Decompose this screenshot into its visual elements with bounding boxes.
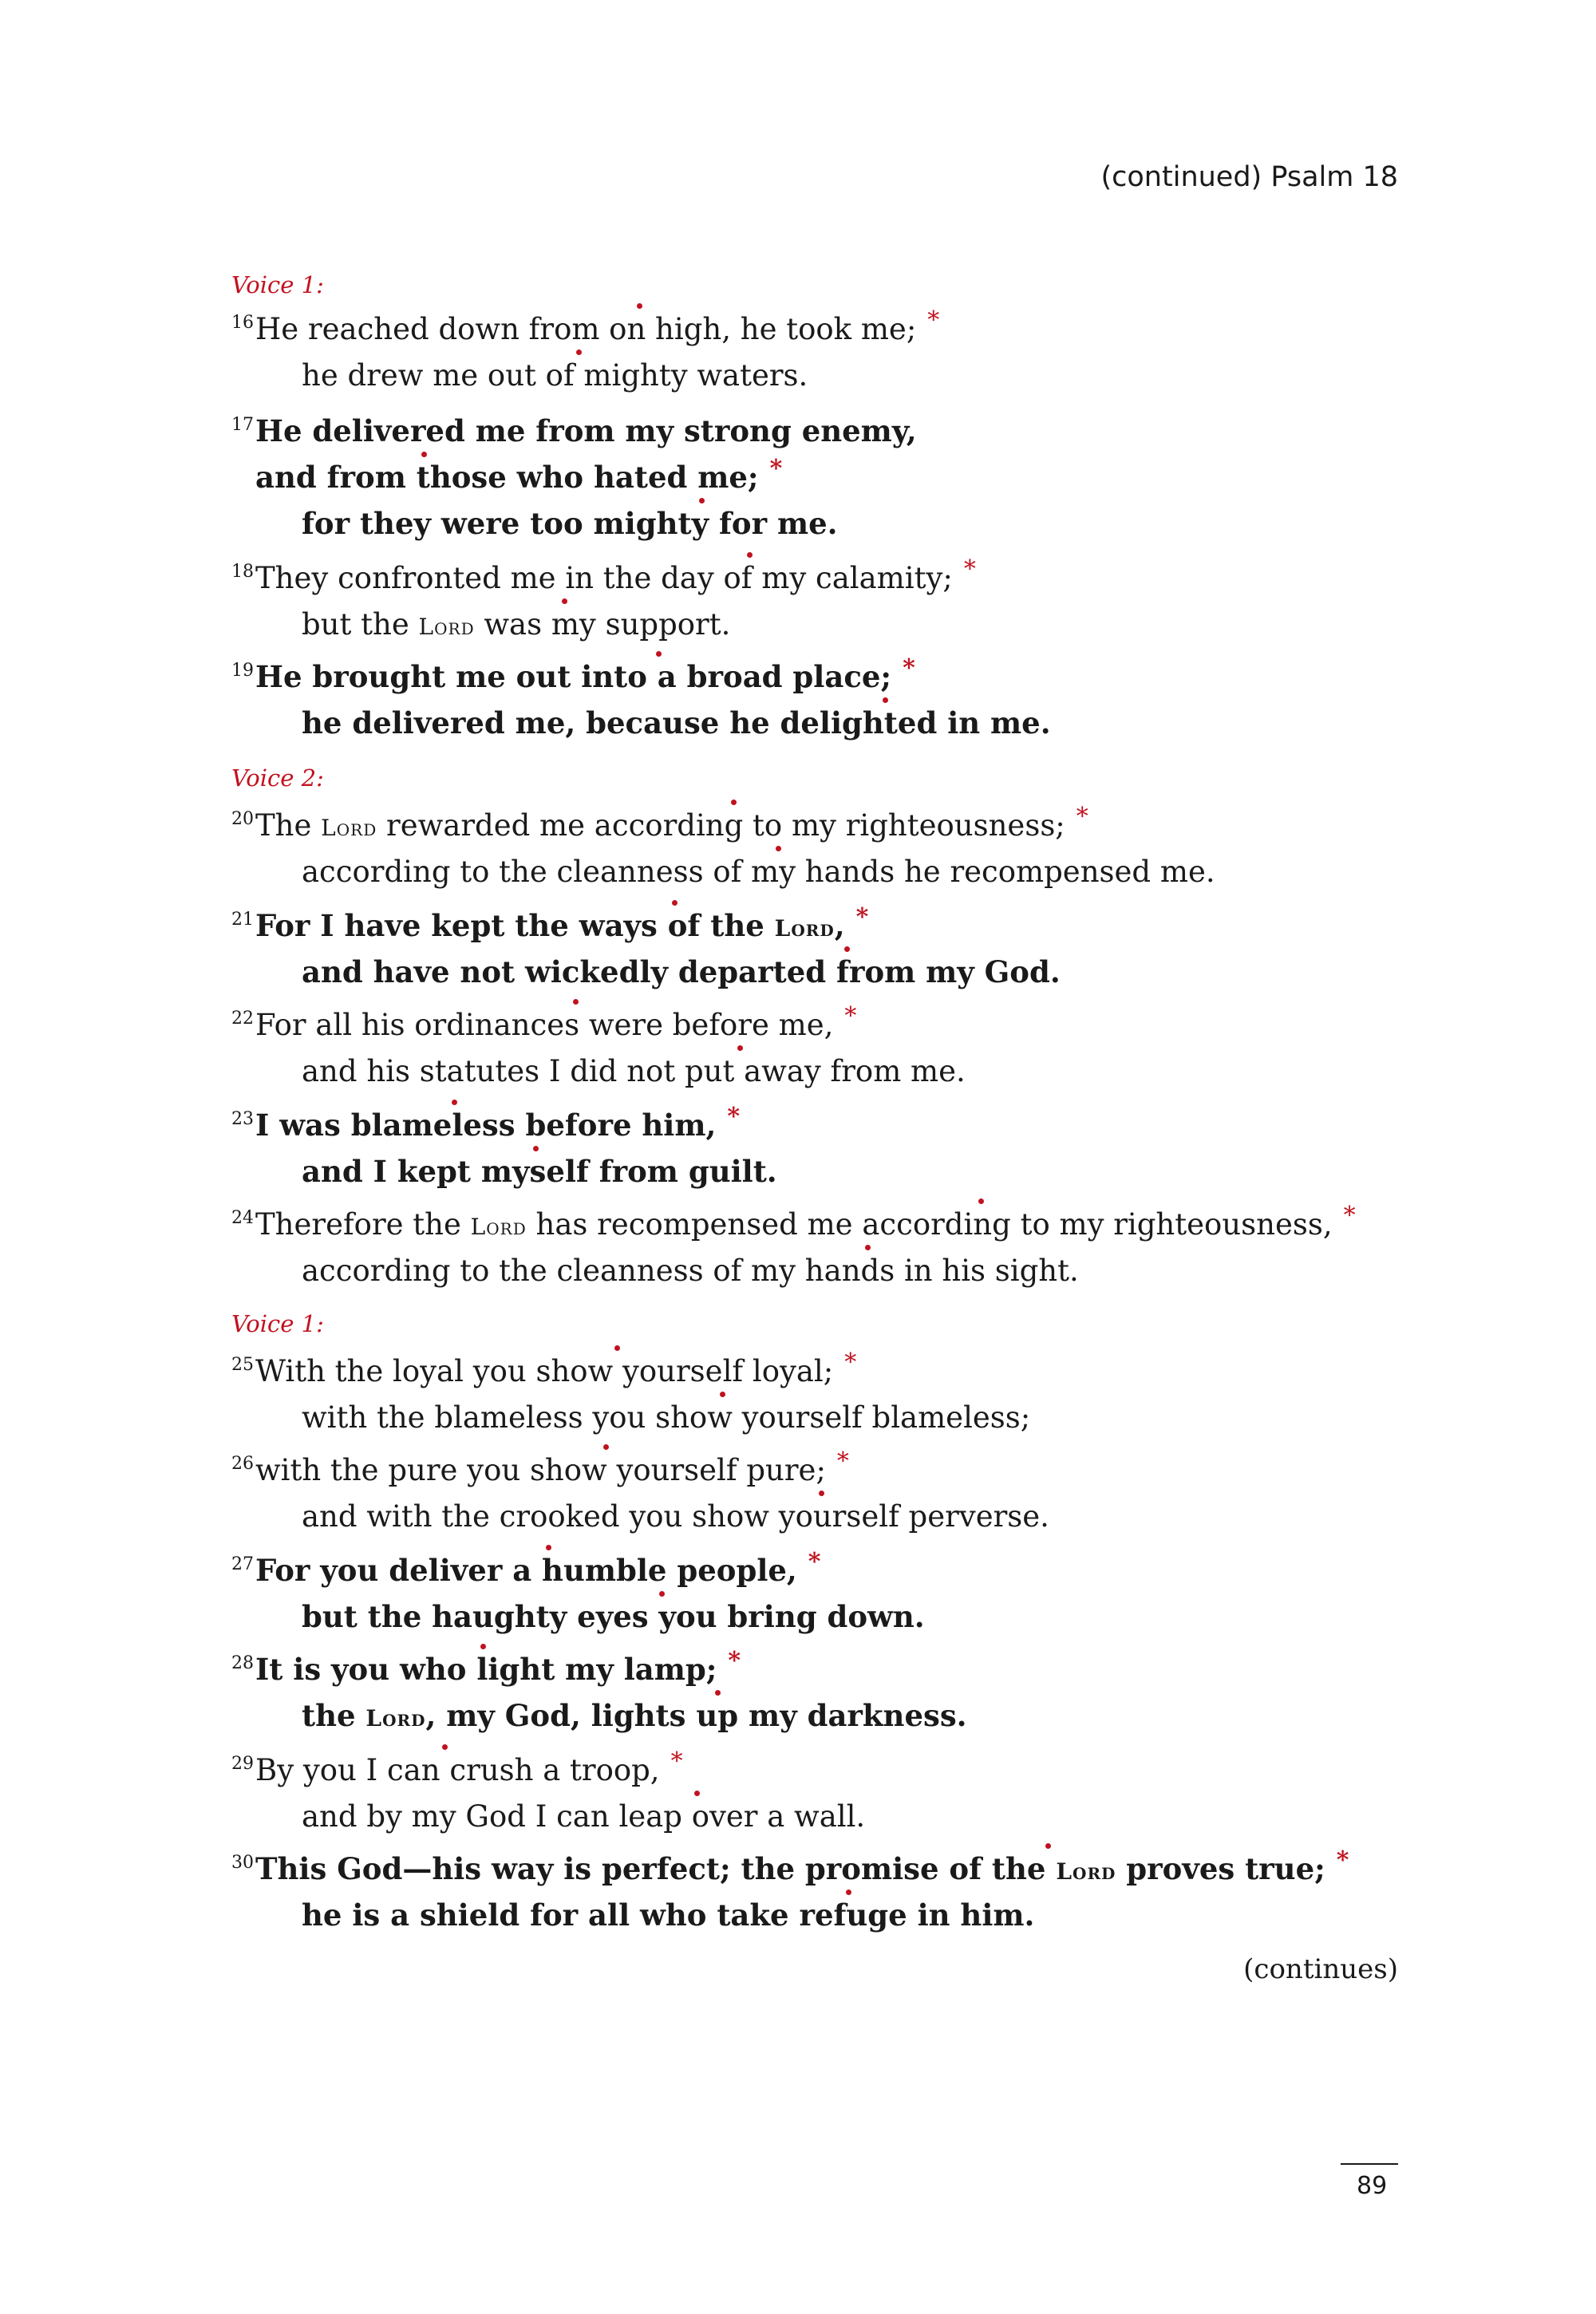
asterisk-mark: * [808, 1548, 821, 1576]
pointing-dot [452, 1100, 457, 1105]
pointing-dot [421, 452, 427, 457]
verse-text: The [255, 808, 322, 843]
verse-text: I was blameless before him, [255, 1108, 717, 1143]
divine-name: Lord [418, 614, 475, 640]
pointing-dot [883, 697, 888, 703]
verse-text: With the loyal you show yourself loyal; [255, 1354, 834, 1388]
pointing-dot [846, 1890, 851, 1895]
verse-text: By you I can crush a troop, [255, 1753, 660, 1787]
verse-text: and from those who hated me; [255, 460, 759, 495]
verse-line: he delivered me, because he delighted in me. [302, 705, 1051, 740]
verse-number: 28 [231, 1653, 254, 1673]
divine-name: Lord [365, 1705, 426, 1732]
pointing-dot [737, 1045, 743, 1051]
verse-line: He delivered me from my strong enemy, [255, 413, 917, 448]
verse-line: and have not wickedly departed from my God. [302, 954, 1061, 989]
verse-line [255, 306, 940, 346]
pointing-dot [562, 598, 567, 604]
verse-text: was my support. [474, 607, 731, 642]
asterisk-mark: * [963, 555, 976, 583]
pointing-dot [844, 946, 850, 952]
voice-label: Voice 1: [231, 271, 324, 298]
asterisk-mark: * [836, 1447, 849, 1475]
verse-line [255, 1447, 849, 1487]
continues-note: (continues) [1243, 1953, 1398, 1985]
footer-rule [1341, 2163, 1398, 2165]
verse-text: He brought me out into a broad place; [255, 659, 892, 694]
verse-text: They confronted me in the day of my calamity; [255, 561, 953, 595]
pointing-dot [694, 1791, 700, 1796]
verse-line: but the haughty eyes you bring down. [302, 1599, 925, 1634]
verse-line [255, 1747, 683, 1787]
pointing-dot [865, 1245, 871, 1250]
asterisk-mark: * [1336, 1846, 1349, 1874]
asterisk-mark: * [1343, 1202, 1356, 1230]
verse-line [255, 455, 783, 495]
verse-text: but the [302, 607, 419, 642]
pointing-dot [442, 1744, 448, 1750]
voice-label: Voice 2: [231, 764, 324, 792]
verse-line [302, 607, 731, 642]
asterisk-mark: * [727, 1103, 741, 1131]
divine-name: Lord [321, 815, 377, 841]
pointing-dot [659, 1591, 665, 1597]
divine-name: Lord [1056, 1858, 1116, 1885]
verse-text: For I have kept the ways of the [255, 908, 775, 943]
asterisk-mark: * [844, 1349, 857, 1376]
verse-text: For you deliver a humble people, [255, 1553, 797, 1588]
divine-name: Lord [470, 1214, 527, 1240]
pointing-dot [731, 800, 737, 805]
verse-number: 18 [231, 562, 254, 582]
pointing-dot [546, 1545, 551, 1550]
asterisk-mark: * [927, 306, 940, 334]
verse-line [255, 1349, 857, 1388]
pointing-dot [576, 349, 582, 355]
pointing-dot [747, 552, 753, 558]
verse-number: 24 [231, 1208, 254, 1228]
verse-line: for they were too mighty for me. [302, 506, 838, 541]
pointing-dot [573, 999, 579, 1005]
verse-line [255, 1103, 741, 1143]
pointing-dot [480, 1644, 486, 1649]
verse-number: 29 [231, 1754, 254, 1774]
asterisk-mark: * [855, 903, 869, 931]
verse-number: 30 [231, 1853, 254, 1873]
verse-text: He reached down from on high, he took me; [255, 312, 917, 346]
pointing-dot [603, 1444, 609, 1450]
verse-number: 27 [231, 1554, 254, 1574]
verse-line [255, 1647, 741, 1687]
pointing-dot [978, 1198, 984, 1204]
pointing-dot [776, 846, 781, 851]
verse-line [302, 1698, 967, 1733]
verse-number: 17 [231, 415, 254, 435]
asterisk-mark: * [903, 654, 915, 682]
verse-text: with the pure you show yourself pure; [255, 1453, 826, 1487]
verse-number: 20 [231, 809, 254, 829]
running-header: (continued) Psalm 18 [1100, 161, 1398, 193]
verse-line: and by my God I can leap over a wall. [302, 1799, 866, 1834]
verse-line [255, 1202, 1356, 1242]
verse-text: , my God, lights up my darkness. [425, 1698, 967, 1733]
verse-text: has recompensed me according to my righteousness, [526, 1207, 1333, 1242]
asterisk-mark: * [728, 1647, 741, 1675]
verse-text: This God—his way is perfect; the promise of the [255, 1851, 1057, 1886]
asterisk-mark: * [844, 1002, 857, 1030]
pointing-dot [720, 1392, 725, 1397]
verse-text: proves true; [1116, 1851, 1325, 1886]
verse-line: and with the crooked you show yourself perverse. [302, 1499, 1049, 1534]
asterisk-mark: * [1076, 803, 1088, 831]
verse-line: according to the cleanness of my hands he recompensed me. [302, 855, 1215, 889]
verse-number: 26 [231, 1454, 254, 1474]
pointing-dot [699, 498, 705, 503]
pointing-dot [656, 651, 662, 657]
verse-line [255, 1846, 1349, 1886]
verse-line: he is a shield for all who take refuge in him. [302, 1897, 1035, 1933]
verse-line: and I kept myself from guilt. [302, 1154, 777, 1189]
verse-text: For all his ordinances were before me, [255, 1008, 834, 1042]
verse-number: 22 [231, 1009, 254, 1029]
verse-text: Therefore the [255, 1207, 471, 1242]
verse-line [255, 1002, 857, 1042]
verse-line: according to the cleanness of my hands in his sight. [302, 1254, 1079, 1288]
pointing-dot [819, 1491, 824, 1496]
verse-text: rewarded me according to my righteousness; [377, 808, 1065, 843]
pointing-dot [637, 303, 642, 309]
verse-line [255, 654, 915, 694]
verse-line [255, 1548, 821, 1588]
verse-number: 25 [231, 1355, 254, 1375]
verse-line [255, 555, 976, 595]
verse-number: 23 [231, 1109, 254, 1129]
verse-text: It is you who light my lamp; [255, 1652, 717, 1687]
voice-label: Voice 1: [231, 1310, 324, 1337]
divine-name: Lord [774, 915, 835, 942]
verse-text: the [302, 1698, 366, 1733]
pointing-dot [672, 900, 678, 906]
verse-line: he drew me out of mighty waters. [302, 358, 808, 393]
verse-number: 16 [231, 313, 254, 333]
asterisk-mark: * [769, 455, 783, 483]
asterisk-mark: * [670, 1747, 683, 1775]
verse-line: with the blameless you show yourself blameless; [302, 1400, 1031, 1435]
page-number: 89 [1357, 2172, 1388, 2200]
verse-text: , [834, 908, 845, 943]
pointing-dot [1045, 1843, 1051, 1849]
pointing-dot [715, 1690, 721, 1696]
verse-number: 21 [231, 910, 254, 930]
pointing-dot [533, 1146, 539, 1151]
verse-line [255, 803, 1088, 843]
verse-number: 19 [231, 661, 254, 681]
verse-line [255, 903, 869, 943]
verse-line: and his statutes I did not put away from me. [302, 1054, 966, 1088]
pointing-dot [614, 1345, 620, 1351]
